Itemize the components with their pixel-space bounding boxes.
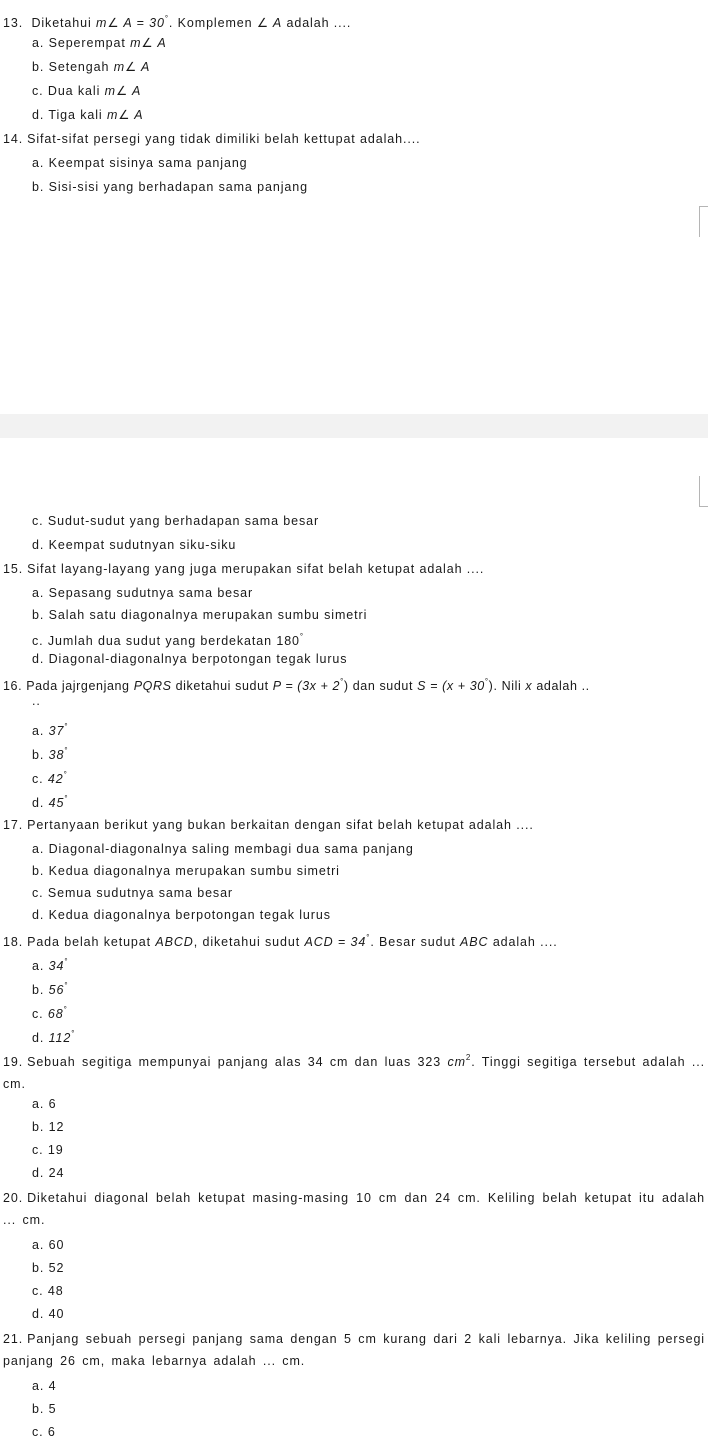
page-corner-bottom	[699, 206, 708, 237]
q17-option-c: c. Semua sudutnya sama besar	[32, 886, 233, 900]
question-19: 19. Sebuah segitiga mempunyai panjang alas 34 cm dan luas 323 $cm^2$. Tinggi segitiga tersebut adalah ... cm.	[3, 1053, 705, 1091]
q19-option-d: d. 24	[32, 1166, 65, 1180]
question-18: 18. Pada belah ketupat ABCD, diketahui sudut ACD = 34°. Besar sudut ABC adalah ....	[3, 933, 558, 949]
q19-option-c: c. 19	[32, 1143, 64, 1157]
q21-option-a: a. 4	[32, 1379, 57, 1393]
question-16: 16. Pada jajrgenjang PQRS diketahui sudut P = (3x + 2°) dan sudut S = (x + 30°). Nili x adalah ..	[3, 677, 590, 693]
q14-option-a: a. Keempat sisinya sama panjang	[32, 156, 248, 170]
question-14: 14. Sifat-sifat persegi yang tidak dimiliki belah kettupat adalah....	[3, 132, 421, 146]
q19-option-b: b. 12	[32, 1120, 65, 1134]
q15-option-b: b. Salah satu diagonalnya merupakan sumbu simetri	[32, 608, 368, 622]
question-13: 13. Diketahui m∠ A = 30°. Komplemen ∠ A adalah ....	[3, 14, 352, 30]
q17-option-d: d. Kedua diagonalnya berpotongan tegak lurus	[32, 908, 331, 922]
q18-option-d: d. 112°	[32, 1029, 76, 1045]
q17-option-a: a. Diagonal-diagonalnya saling membagi dua sama panjang	[32, 842, 414, 856]
q15-option-a: a. Sepasang sudutnya sama besar	[32, 586, 254, 600]
q21-option-c: c. 6	[32, 1425, 56, 1439]
question-20: 20. Diketahui diagonal belah ketupat masing-masing 10 cm dan 24 cm. Keliling belah ketupat itu adalah ... cm.	[3, 1191, 705, 1227]
q21-option-b: b. 5	[32, 1402, 57, 1416]
question-21: 21. Panjang sebuah persegi panjang sama dengan 5 cm kurang dari 2 kali lebarnya. Jika keliling persegi panjang 26 cm, maka lebarnya adalah ... cm.	[3, 1332, 705, 1368]
q17-option-b: b. Kedua diagonalnya merupakan sumbu simetri	[32, 864, 340, 878]
q16-continuation: ..	[32, 694, 41, 708]
q20-option-d: d. 40	[32, 1307, 65, 1321]
page-gap	[0, 414, 708, 438]
q16-option-c: c. 42°	[32, 770, 68, 786]
q13-option-d: d. Tiga kali m∠ A	[32, 108, 144, 122]
q16-option-b: b. 38°	[32, 746, 69, 762]
q14-option-b: b. Sisi-sisi yang berhadapan sama panjang	[32, 180, 308, 194]
q20-option-c: c. 48	[32, 1284, 64, 1298]
q20-option-a: a. 60	[32, 1238, 65, 1252]
q18-option-a: a. 34°	[32, 957, 69, 973]
q15-option-d: d. Diagonal-diagonalnya berpotongan tegak lurus	[32, 652, 348, 666]
q18-option-c: c. 68°	[32, 1005, 68, 1021]
q14-option-d: d. Keempat sudutnyan siku-siku	[32, 538, 237, 552]
q13-option-c: c. Dua kali m∠ A	[32, 84, 142, 98]
q13-option-b: b. Setengah m∠ A	[32, 60, 151, 74]
q19-option-a: a. 6	[32, 1097, 57, 1111]
q16-option-a: a. 37°	[32, 722, 69, 738]
question-15: 15. Sifat layang-layang yang juga merupakan sifat belah ketupat adalah ....	[3, 562, 485, 576]
page-corner-top	[699, 476, 708, 507]
q15-option-c: c. Jumlah dua sudut yang berdekatan 180°	[32, 632, 305, 648]
q18-option-b: b. 56°	[32, 981, 69, 997]
q20-option-b: b. 52	[32, 1261, 65, 1275]
q14-option-c: c. Sudut-sudut yang berhadapan sama besar	[32, 514, 320, 528]
q13-option-a: a. Seperempat m∠ A	[32, 36, 167, 50]
question-17: 17. Pertanyaan berikut yang bukan berkaitan dengan sifat belah ketupat adalah ....	[3, 818, 534, 832]
q16-option-d: d. 45°	[32, 794, 69, 810]
